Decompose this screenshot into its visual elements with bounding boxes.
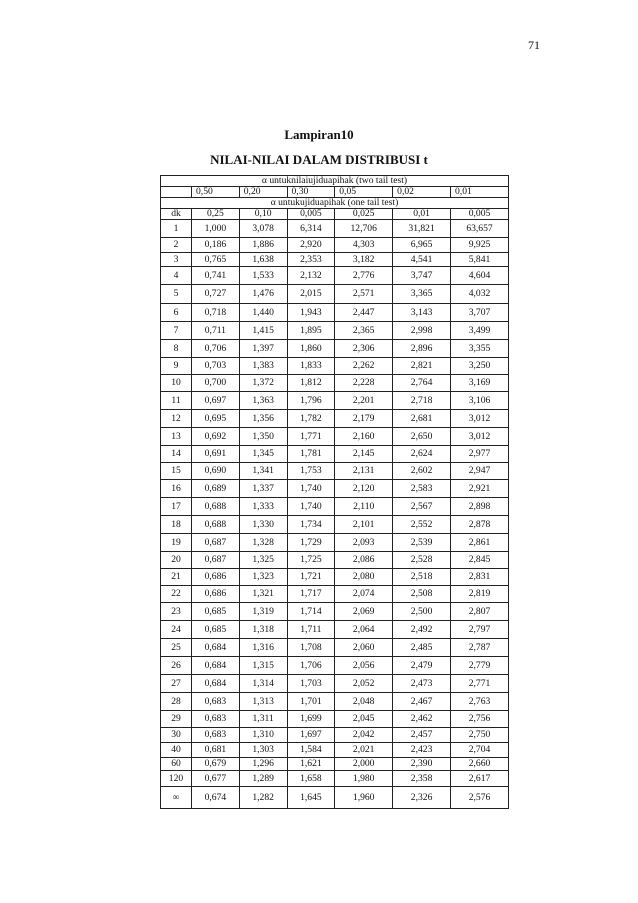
value-cell: 6,314 [287, 220, 335, 238]
dk-cell: 14 [161, 446, 192, 463]
value-cell: 2,201 [335, 392, 393, 410]
value-cell: 2,518 [393, 569, 451, 586]
blank-cell [161, 187, 192, 198]
value-cell: 4,032 [451, 285, 509, 304]
table-row [161, 728, 509, 743]
value-cell: 2,771 [451, 675, 509, 693]
value-cell: 2,977 [451, 446, 509, 463]
value-cell: 1,440 [239, 304, 287, 322]
value-cell: 2,052 [335, 675, 393, 693]
table-row [161, 304, 509, 322]
value-cell: 2,617 [451, 771, 509, 787]
value-cell: 2,764 [393, 375, 451, 392]
value-cell: 1,703 [287, 675, 335, 693]
value-cell: 1,697 [287, 728, 335, 743]
dk-cell: 28 [161, 693, 192, 711]
value-cell: 2,485 [393, 639, 451, 657]
dk-cell: 4 [161, 267, 192, 285]
value-cell: 2,602 [393, 463, 451, 480]
column-header: 0,10 [239, 209, 287, 220]
value-cell: 2,064 [335, 621, 393, 639]
value-cell: 4,541 [393, 253, 451, 267]
dk-cell: 12 [161, 410, 192, 428]
value-cell: 2,086 [335, 552, 393, 569]
value-cell: 2,021 [335, 743, 393, 758]
value-cell: 1,383 [239, 358, 287, 375]
table-row [161, 498, 509, 516]
value-cell: 2,576 [451, 787, 509, 809]
dk-cell: 26 [161, 657, 192, 675]
table-row [161, 480, 509, 498]
two-tail-alpha: 0,05 [335, 187, 393, 198]
table-row [161, 358, 509, 375]
value-cell: 0,686 [192, 586, 240, 603]
value-cell: 0,684 [192, 657, 240, 675]
one-tail-header: α untukujiduapihak (one tail test) [161, 198, 509, 209]
value-cell: 3,012 [451, 410, 509, 428]
value-cell: 2,681 [393, 410, 451, 428]
value-cell: 1,533 [239, 267, 287, 285]
value-cell: 2,262 [335, 358, 393, 375]
two-tail-alpha: 0,01 [451, 187, 509, 198]
dk-cell: 22 [161, 586, 192, 603]
value-cell: 2,447 [335, 304, 393, 322]
column-header: dk [161, 209, 192, 220]
value-cell: 2,528 [393, 552, 451, 569]
value-cell: 0,691 [192, 446, 240, 463]
value-cell: 0,685 [192, 603, 240, 621]
value-cell: 2,819 [451, 586, 509, 603]
value-cell: 2,807 [451, 603, 509, 621]
value-cell: 1,740 [287, 480, 335, 498]
value-cell: 0,690 [192, 463, 240, 480]
column-header: 0,01 [393, 209, 451, 220]
value-cell: 0,683 [192, 728, 240, 743]
value-cell: 1,328 [239, 534, 287, 552]
value-cell: 1,980 [335, 771, 393, 787]
table-row [161, 711, 509, 728]
value-cell: 1,714 [287, 603, 335, 621]
value-cell: 0,689 [192, 480, 240, 498]
table-row [161, 220, 509, 238]
dk-cell: 24 [161, 621, 192, 639]
value-cell: 2,650 [393, 428, 451, 446]
value-cell: 0,683 [192, 693, 240, 711]
value-cell: 2,583 [393, 480, 451, 498]
value-cell: 0,703 [192, 358, 240, 375]
value-cell: 1,584 [287, 743, 335, 758]
dk-cell: 120 [161, 771, 192, 787]
value-cell: 2,015 [287, 285, 335, 304]
value-cell: 2,467 [393, 693, 451, 711]
value-cell: 0,684 [192, 639, 240, 657]
table-row [161, 238, 509, 253]
value-cell: 0,677 [192, 771, 240, 787]
value-cell: 1,310 [239, 728, 287, 743]
value-cell: 2,845 [451, 552, 509, 569]
value-cell: 2,048 [335, 693, 393, 711]
value-cell: 2,567 [393, 498, 451, 516]
value-cell: 0,688 [192, 516, 240, 534]
value-cell: 3,169 [451, 375, 509, 392]
value-cell: 1,796 [287, 392, 335, 410]
dk-cell: 7 [161, 322, 192, 340]
table-row [161, 285, 509, 304]
dk-cell: ∞ [161, 787, 192, 809]
value-cell: 3,182 [335, 253, 393, 267]
value-cell: 2,898 [451, 498, 509, 516]
value-cell: 2,920 [287, 238, 335, 253]
value-cell: 2,131 [335, 463, 393, 480]
column-header: 0,005 [287, 209, 335, 220]
value-cell: 1,729 [287, 534, 335, 552]
table-row [161, 253, 509, 267]
value-cell: 0,692 [192, 428, 240, 446]
dk-cell: 23 [161, 603, 192, 621]
value-cell: 4,604 [451, 267, 509, 285]
value-cell: 0,686 [192, 569, 240, 586]
dk-cell: 11 [161, 392, 192, 410]
document-title: Lampiran10 [284, 127, 354, 142]
table-row [161, 340, 509, 358]
value-cell: 1,476 [239, 285, 287, 304]
value-cell: 2,998 [393, 322, 451, 340]
table-row [161, 392, 509, 410]
value-cell: 1,397 [239, 340, 287, 358]
value-cell: 0,765 [192, 253, 240, 267]
value-cell: 2,390 [393, 758, 451, 771]
value-cell: 0,683 [192, 711, 240, 728]
value-cell: 2,821 [393, 358, 451, 375]
one-tail-header-row [161, 198, 509, 209]
two-tail-header: α untuknilaiujiduapihak (two tail test) [161, 176, 509, 187]
value-cell: 2,660 [451, 758, 509, 771]
table-row [161, 375, 509, 392]
value-cell: 2,358 [393, 771, 451, 787]
value-cell: 1,895 [287, 322, 335, 340]
table-row [161, 771, 509, 787]
value-cell: 1,781 [287, 446, 335, 463]
table-row [161, 657, 509, 675]
value-cell: 1,706 [287, 657, 335, 675]
value-cell: 2,756 [451, 711, 509, 728]
value-cell: 1,638 [239, 253, 287, 267]
table-row [161, 410, 509, 428]
value-cell: 1,330 [239, 516, 287, 534]
table-row [161, 743, 509, 758]
value-cell: 3,365 [393, 285, 451, 304]
dk-cell: 18 [161, 516, 192, 534]
value-cell: 3,012 [451, 428, 509, 446]
value-cell: 0,697 [192, 392, 240, 410]
value-cell: 2,145 [335, 446, 393, 463]
value-cell: 2,365 [335, 322, 393, 340]
value-cell: 12,706 [335, 220, 393, 238]
column-header: 0,025 [335, 209, 393, 220]
value-cell: 1,323 [239, 569, 287, 586]
value-cell: 0,695 [192, 410, 240, 428]
value-cell: 2,718 [393, 392, 451, 410]
value-cell: 2,947 [451, 463, 509, 480]
dk-cell: 40 [161, 743, 192, 758]
value-cell: 1,325 [239, 552, 287, 569]
value-cell: 0,706 [192, 340, 240, 358]
value-cell: 1,296 [239, 758, 287, 771]
value-cell: 2,750 [451, 728, 509, 743]
value-cell: 3,499 [451, 322, 509, 340]
value-cell: 0,700 [192, 375, 240, 392]
two-tail-alpha-row [161, 187, 509, 198]
dk-cell: 16 [161, 480, 192, 498]
dk-cell: 5 [161, 285, 192, 304]
value-cell: 2,000 [335, 758, 393, 771]
two-tail-alpha: 0,20 [239, 187, 287, 198]
dk-cell: 17 [161, 498, 192, 516]
dk-cell: 25 [161, 639, 192, 657]
value-cell: 2,228 [335, 375, 393, 392]
value-cell: 2,179 [335, 410, 393, 428]
value-cell: 1,782 [287, 410, 335, 428]
value-cell: 1,658 [287, 771, 335, 787]
value-cell: 1,771 [287, 428, 335, 446]
value-cell: 1,372 [239, 375, 287, 392]
value-cell: 2,042 [335, 728, 393, 743]
value-cell: 0,681 [192, 743, 240, 758]
table-row [161, 621, 509, 639]
value-cell: 0,741 [192, 267, 240, 285]
value-cell: 31,821 [393, 220, 451, 238]
table-row [161, 267, 509, 285]
value-cell: 2,120 [335, 480, 393, 498]
value-cell: 5,841 [451, 253, 509, 267]
dk-cell: 1 [161, 220, 192, 238]
value-cell: 2,571 [335, 285, 393, 304]
table-row [161, 569, 509, 586]
value-cell: 2,896 [393, 340, 451, 358]
value-cell: 1,812 [287, 375, 335, 392]
two-tail-alpha: 0,50 [192, 187, 240, 198]
dk-cell: 29 [161, 711, 192, 728]
value-cell: 1,314 [239, 675, 287, 693]
value-cell: 0,688 [192, 498, 240, 516]
dk-cell: 21 [161, 569, 192, 586]
value-cell: 0,186 [192, 238, 240, 253]
value-cell: 0,679 [192, 758, 240, 771]
table-row [161, 758, 509, 771]
value-cell: 63,657 [451, 220, 509, 238]
table-row [161, 639, 509, 657]
value-cell: 1,363 [239, 392, 287, 410]
value-cell: 2,093 [335, 534, 393, 552]
table-row [161, 446, 509, 463]
value-cell: 2,779 [451, 657, 509, 675]
value-cell: 1,753 [287, 463, 335, 480]
value-cell: 0,727 [192, 285, 240, 304]
t-distribution-table [160, 175, 509, 809]
value-cell: 2,326 [393, 787, 451, 809]
value-cell: 0,718 [192, 304, 240, 322]
value-cell: 2,423 [393, 743, 451, 758]
value-cell: 2,462 [393, 711, 451, 728]
value-cell: 0,684 [192, 675, 240, 693]
value-cell: 0,687 [192, 552, 240, 569]
value-cell: 2,861 [451, 534, 509, 552]
value-cell: 4,303 [335, 238, 393, 253]
value-cell: 3,078 [239, 220, 287, 238]
table-row [161, 552, 509, 569]
value-cell: 1,303 [239, 743, 287, 758]
column-header: 0,005 [451, 209, 509, 220]
value-cell: 1,960 [335, 787, 393, 809]
value-cell: 1,341 [239, 463, 287, 480]
value-cell: 1,313 [239, 693, 287, 711]
value-cell: 1,711 [287, 621, 335, 639]
value-cell: 1,833 [287, 358, 335, 375]
table-row [161, 428, 509, 446]
value-cell: 9,925 [451, 238, 509, 253]
value-cell: 1,725 [287, 552, 335, 569]
value-cell: 2,508 [393, 586, 451, 603]
value-cell: 2,160 [335, 428, 393, 446]
value-cell: 0,685 [192, 621, 240, 639]
value-cell: 2,552 [393, 516, 451, 534]
value-cell: 2,110 [335, 498, 393, 516]
table-row [161, 322, 509, 340]
table-body [161, 176, 509, 809]
value-cell: 1,337 [239, 480, 287, 498]
value-cell: 0,711 [192, 322, 240, 340]
dk-cell: 60 [161, 758, 192, 771]
value-cell: 2,878 [451, 516, 509, 534]
dk-cell: 2 [161, 238, 192, 253]
value-cell: 1,345 [239, 446, 287, 463]
value-cell: 2,787 [451, 639, 509, 657]
table-row [161, 603, 509, 621]
value-cell: 1,721 [287, 569, 335, 586]
value-cell: 1,734 [287, 516, 335, 534]
two-tail-header-row [161, 176, 509, 187]
value-cell: 3,707 [451, 304, 509, 322]
dk-cell: 6 [161, 304, 192, 322]
value-cell: 3,355 [451, 340, 509, 358]
value-cell: 2,056 [335, 657, 393, 675]
value-cell: 2,624 [393, 446, 451, 463]
value-cell: 2,074 [335, 586, 393, 603]
value-cell: 2,132 [287, 267, 335, 285]
value-cell: 1,943 [287, 304, 335, 322]
value-cell: 2,457 [393, 728, 451, 743]
table-row [161, 675, 509, 693]
table-row [161, 516, 509, 534]
value-cell: 3,747 [393, 267, 451, 285]
value-cell: 3,143 [393, 304, 451, 322]
value-cell: 2,045 [335, 711, 393, 728]
table-title: NILAI-NILAI DALAM DISTRIBUSI t [210, 152, 428, 167]
value-cell: 1,315 [239, 657, 287, 675]
table-row [161, 463, 509, 480]
value-cell: 2,069 [335, 603, 393, 621]
value-cell: 1,886 [239, 238, 287, 253]
value-cell: 1,645 [287, 787, 335, 809]
value-cell: 2,473 [393, 675, 451, 693]
value-cell: 0,674 [192, 787, 240, 809]
value-cell: 1,701 [287, 693, 335, 711]
value-cell: 2,797 [451, 621, 509, 639]
value-cell: 1,621 [287, 758, 335, 771]
page-number: 71 [528, 38, 540, 52]
dk-cell: 20 [161, 552, 192, 569]
value-cell: 6,965 [393, 238, 451, 253]
value-cell: 1,717 [287, 586, 335, 603]
value-cell: 1,318 [239, 621, 287, 639]
column-header-row [161, 209, 509, 220]
value-cell: 1,321 [239, 586, 287, 603]
value-cell: 2,479 [393, 657, 451, 675]
value-cell: 1,289 [239, 771, 287, 787]
value-cell: 2,776 [335, 267, 393, 285]
value-cell: 1,350 [239, 428, 287, 446]
value-cell: 2,831 [451, 569, 509, 586]
value-cell: 2,704 [451, 743, 509, 758]
value-cell: 1,356 [239, 410, 287, 428]
value-cell: 2,060 [335, 639, 393, 657]
value-cell: 2,306 [335, 340, 393, 358]
value-cell: 1,699 [287, 711, 335, 728]
two-tail-alpha: 0,30 [287, 187, 335, 198]
dk-cell: 10 [161, 375, 192, 392]
value-cell: 2,763 [451, 693, 509, 711]
value-cell: 1,311 [239, 711, 287, 728]
dk-cell: 30 [161, 728, 192, 743]
table-row [161, 787, 509, 809]
dk-cell: 9 [161, 358, 192, 375]
two-tail-alpha: 0,02 [393, 187, 451, 198]
value-cell: 2,921 [451, 480, 509, 498]
value-cell: 1,319 [239, 603, 287, 621]
value-cell: 1,708 [287, 639, 335, 657]
value-cell: 1,282 [239, 787, 287, 809]
dk-cell: 15 [161, 463, 192, 480]
value-cell: 0,687 [192, 534, 240, 552]
table-row [161, 534, 509, 552]
value-cell: 1,000 [192, 220, 240, 238]
table-row [161, 693, 509, 711]
dk-cell: 8 [161, 340, 192, 358]
value-cell: 1,316 [239, 639, 287, 657]
value-cell: 2,492 [393, 621, 451, 639]
value-cell: 2,353 [287, 253, 335, 267]
dk-cell: 27 [161, 675, 192, 693]
value-cell: 1,415 [239, 322, 287, 340]
value-cell: 2,101 [335, 516, 393, 534]
value-cell: 2,080 [335, 569, 393, 586]
value-cell: 1,860 [287, 340, 335, 358]
dk-cell: 3 [161, 253, 192, 267]
table-row [161, 586, 509, 603]
value-cell: 3,250 [451, 358, 509, 375]
dk-cell: 19 [161, 534, 192, 552]
value-cell: 3,106 [451, 392, 509, 410]
dk-cell: 13 [161, 428, 192, 446]
value-cell: 2,500 [393, 603, 451, 621]
column-header: 0,25 [192, 209, 240, 220]
value-cell: 1,333 [239, 498, 287, 516]
value-cell: 1,740 [287, 498, 335, 516]
value-cell: 2,539 [393, 534, 451, 552]
